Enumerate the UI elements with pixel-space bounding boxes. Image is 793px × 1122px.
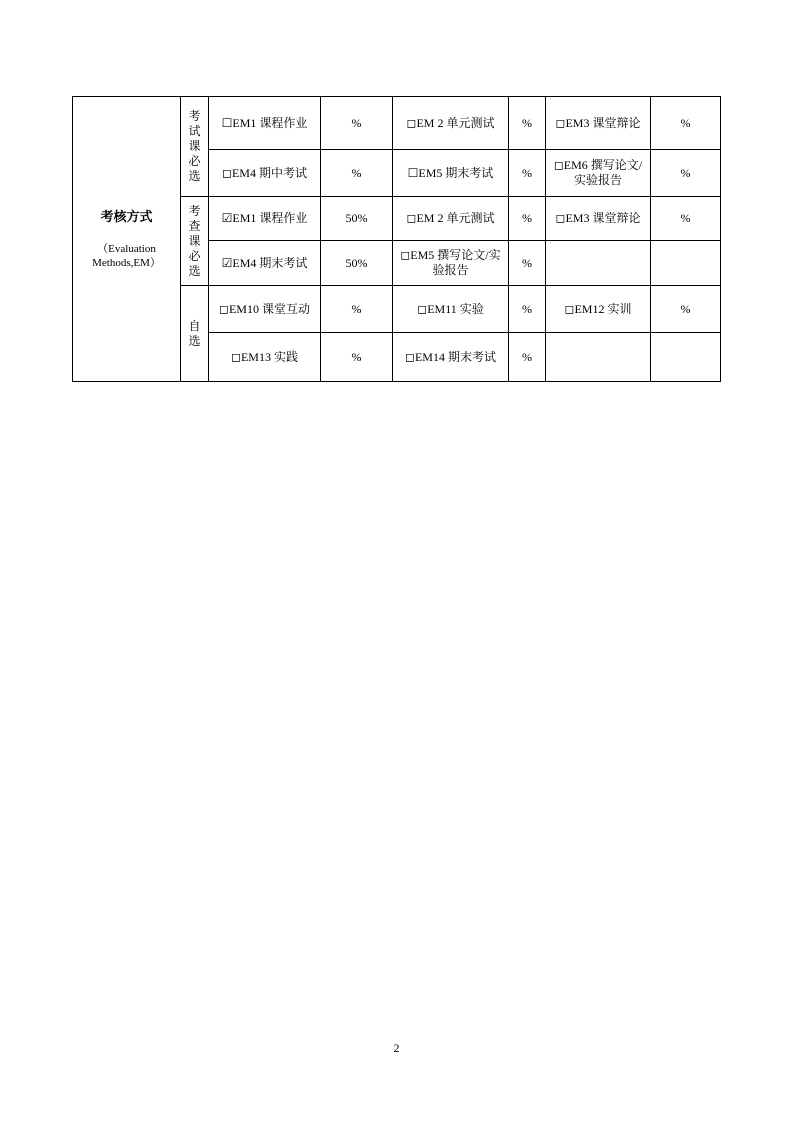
- item-cell: [546, 241, 651, 286]
- item-cell[interactable]: ◻EM 2 单元测试: [393, 197, 509, 241]
- evaluation-methods-table: [72, 96, 721, 382]
- group-optional-label: 自选: [188, 318, 201, 348]
- percent-cell[interactable]: %: [509, 197, 546, 241]
- percent-cell[interactable]: %: [321, 150, 393, 197]
- item-cell[interactable]: ◻EM3 课堂辩论: [546, 197, 651, 241]
- item-cell[interactable]: ☑EM4 期末考试: [209, 241, 321, 286]
- group-check-label: 考查课必选: [188, 203, 201, 278]
- percent-cell[interactable]: %: [651, 286, 721, 333]
- percent-cell[interactable]: %: [509, 97, 546, 150]
- item-cell[interactable]: ☑EM1 课程作业: [209, 197, 321, 241]
- item-cell[interactable]: ☐EM5 期末考试: [393, 150, 509, 197]
- item-cell[interactable]: ◻EM6 撰写论文/ 实验报告: [546, 150, 651, 197]
- section-subtitle: （Evaluation Methods,EM）: [92, 242, 161, 269]
- percent-cell[interactable]: %: [509, 286, 546, 333]
- percent-cell[interactable]: 50%: [321, 197, 393, 241]
- item-cell[interactable]: ◻EM4 期中考试: [209, 150, 321, 197]
- item-cell[interactable]: ◻EM10 课堂互动: [209, 286, 321, 333]
- percent-cell: [651, 241, 721, 286]
- percent-cell[interactable]: %: [509, 333, 546, 382]
- percent-cell[interactable]: %: [509, 241, 546, 286]
- percent-cell[interactable]: %: [321, 333, 393, 382]
- group-check-required: [181, 197, 209, 286]
- group-optional: [181, 286, 209, 382]
- percent-cell[interactable]: %: [651, 197, 721, 241]
- item-cell[interactable]: ☐EM1 课程作业: [209, 97, 321, 150]
- section-label-cell: [73, 97, 181, 382]
- item-cell[interactable]: ◻EM5 撰写论文/实 验报告: [393, 241, 509, 286]
- percent-cell[interactable]: %: [321, 97, 393, 150]
- group-exam-label: 考试课必选: [188, 109, 201, 183]
- percent-cell[interactable]: 50%: [321, 241, 393, 286]
- item-cell: [546, 333, 651, 382]
- item-cell[interactable]: ◻EM14 期末考试: [393, 333, 509, 382]
- percent-cell[interactable]: %: [321, 286, 393, 333]
- item-cell[interactable]: ◻EM11 实验: [393, 286, 509, 333]
- page-number: 2: [393, 1041, 400, 1055]
- item-cell[interactable]: ◻EM12 实训: [546, 286, 651, 333]
- percent-cell[interactable]: %: [509, 150, 546, 197]
- item-cell[interactable]: ◻EM 2 单元测试: [393, 97, 509, 150]
- section-title: 考核方式: [100, 209, 153, 225]
- group-exam-required: [181, 97, 209, 197]
- percent-cell[interactable]: %: [651, 150, 721, 197]
- item-cell[interactable]: ◻EM3 课堂辩论: [546, 97, 651, 150]
- percent-cell: [651, 333, 721, 382]
- item-cell[interactable]: ◻EM13 实践: [209, 333, 321, 382]
- table-row: [73, 97, 721, 150]
- percent-cell[interactable]: %: [651, 97, 721, 150]
